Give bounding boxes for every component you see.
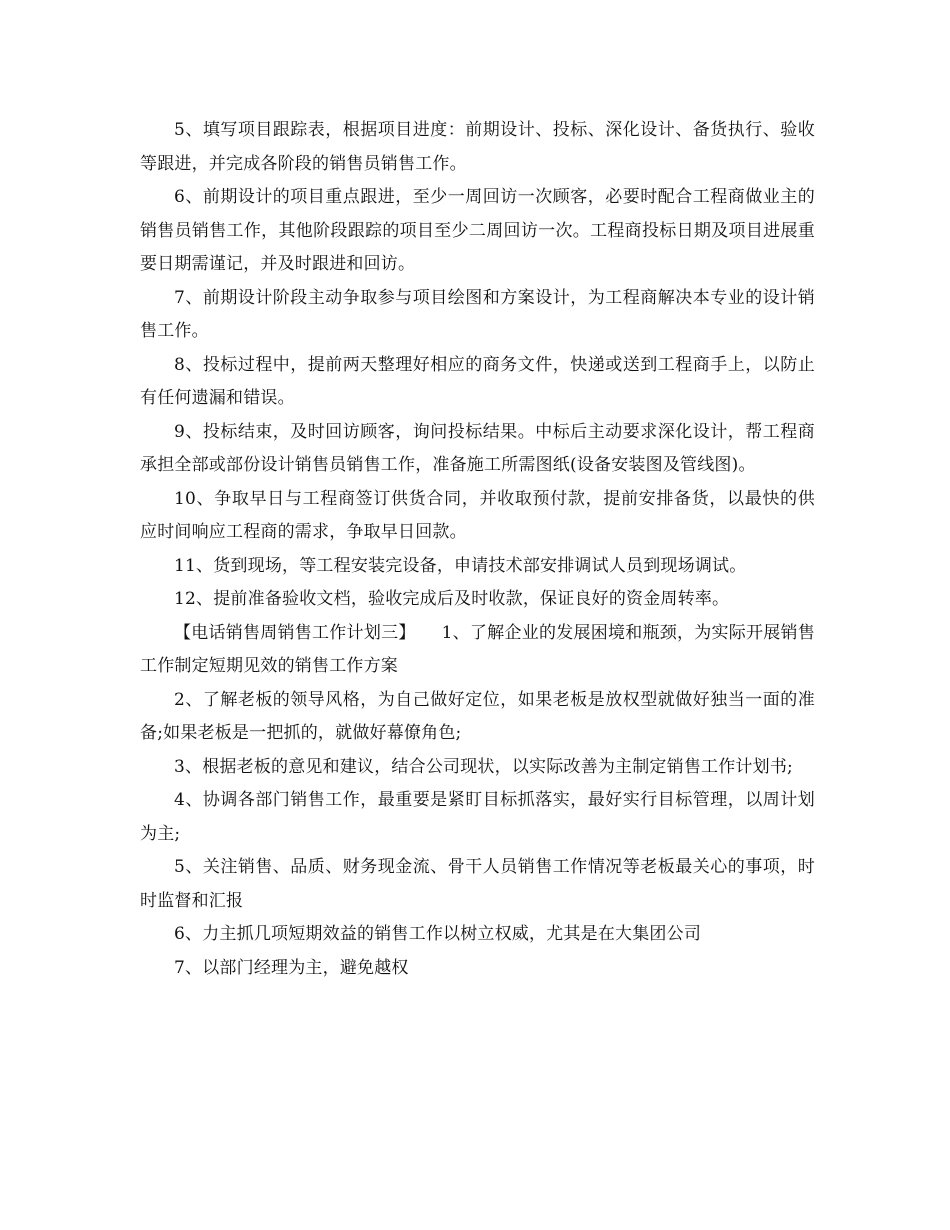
- paragraph-plan-item-6: 6、力主抓几项短期效益的销售工作以树立权威，尤其是在大集团公司: [174, 924, 702, 944]
- paragraph-step-6: 6、前期设计的项目重点跟进，至少一周回访一次顾客，必要时配合工程商做业主的销售员销售工作，其他阶段跟踪的项目至少二周回访一次。工程商投标日期及项目进展重要日期需谨记，并及时跟进和回访。: [140, 187, 815, 274]
- paragraph-step-12: 12、提前准备验收文档，验收完成后及时收款，保证良好的资金周转率。: [174, 589, 730, 609]
- paragraph-plan-item-7: 7、以部门经理为主，避免越权: [174, 957, 409, 978]
- document-body: [140, 114, 815, 985]
- paragraph-plan-item-3: 3、根据老板的意见和建议，结合公司现状，以实际改善为主制定销售工作计划书;: [174, 756, 793, 777]
- paragraph-step-7: 7、前期设计阶段主动争取参与项目绘图和方案设计，为工程商解决本专业的设计销售工作。: [140, 287, 815, 341]
- paragraph-step-10: 10、争取早日与工程商签订供货合同，并收取预付款，提前安排备货，以最快的供应时间响应工程商的需求，争取早日回款。: [140, 488, 815, 542]
- paragraph-step-11: 11、货到现场，等工程安装完设备，申请技术部安排调试人员到现场调试。: [174, 555, 747, 576]
- paragraph-step-5: 5、填写项目跟踪表，根据项目进度：前期设计、投标、深化设计、备货执行、验收等跟进，并完成各阶段的销售员销售工作。: [140, 120, 815, 174]
- paragraph-plan-three-heading: 【电话销售周销售工作计划三】 1、了解企业的发展困境和瓶颈，为实际开展销售工作制定短期见效的销售工作方案: [140, 622, 815, 676]
- paragraph-step-8: 8、投标过程中，提前两天整理好相应的商务文件，快递或送到工程商手上，以防止有任何遗漏和错误。: [140, 354, 815, 408]
- paragraph-plan-item-5: 5、关注销售、品质、财务现金流、骨干人员销售工作情况等老板最关心的事项，时时监督和汇报: [140, 857, 815, 911]
- paragraph-plan-item-4: 4、协调各部门销售工作，最重要是紧盯目标抓落实，最好实行目标管理，以周计划为主;: [140, 790, 815, 844]
- paragraph-step-9: 9、投标结束，及时回访顾客，询问投标结果。中标后主动要求深化设计，帮工程商承担全部或部份设计销售员销售工作，准备施工所需图纸(设备安装图及管线图)。: [140, 421, 815, 475]
- paragraph-plan-item-2: 2、了解老板的领导风格，为自己做好定位，如果老板是放权型就做好独当一面的准备;如果老板是一把抓的，就做好幕僚角色;: [140, 689, 815, 743]
